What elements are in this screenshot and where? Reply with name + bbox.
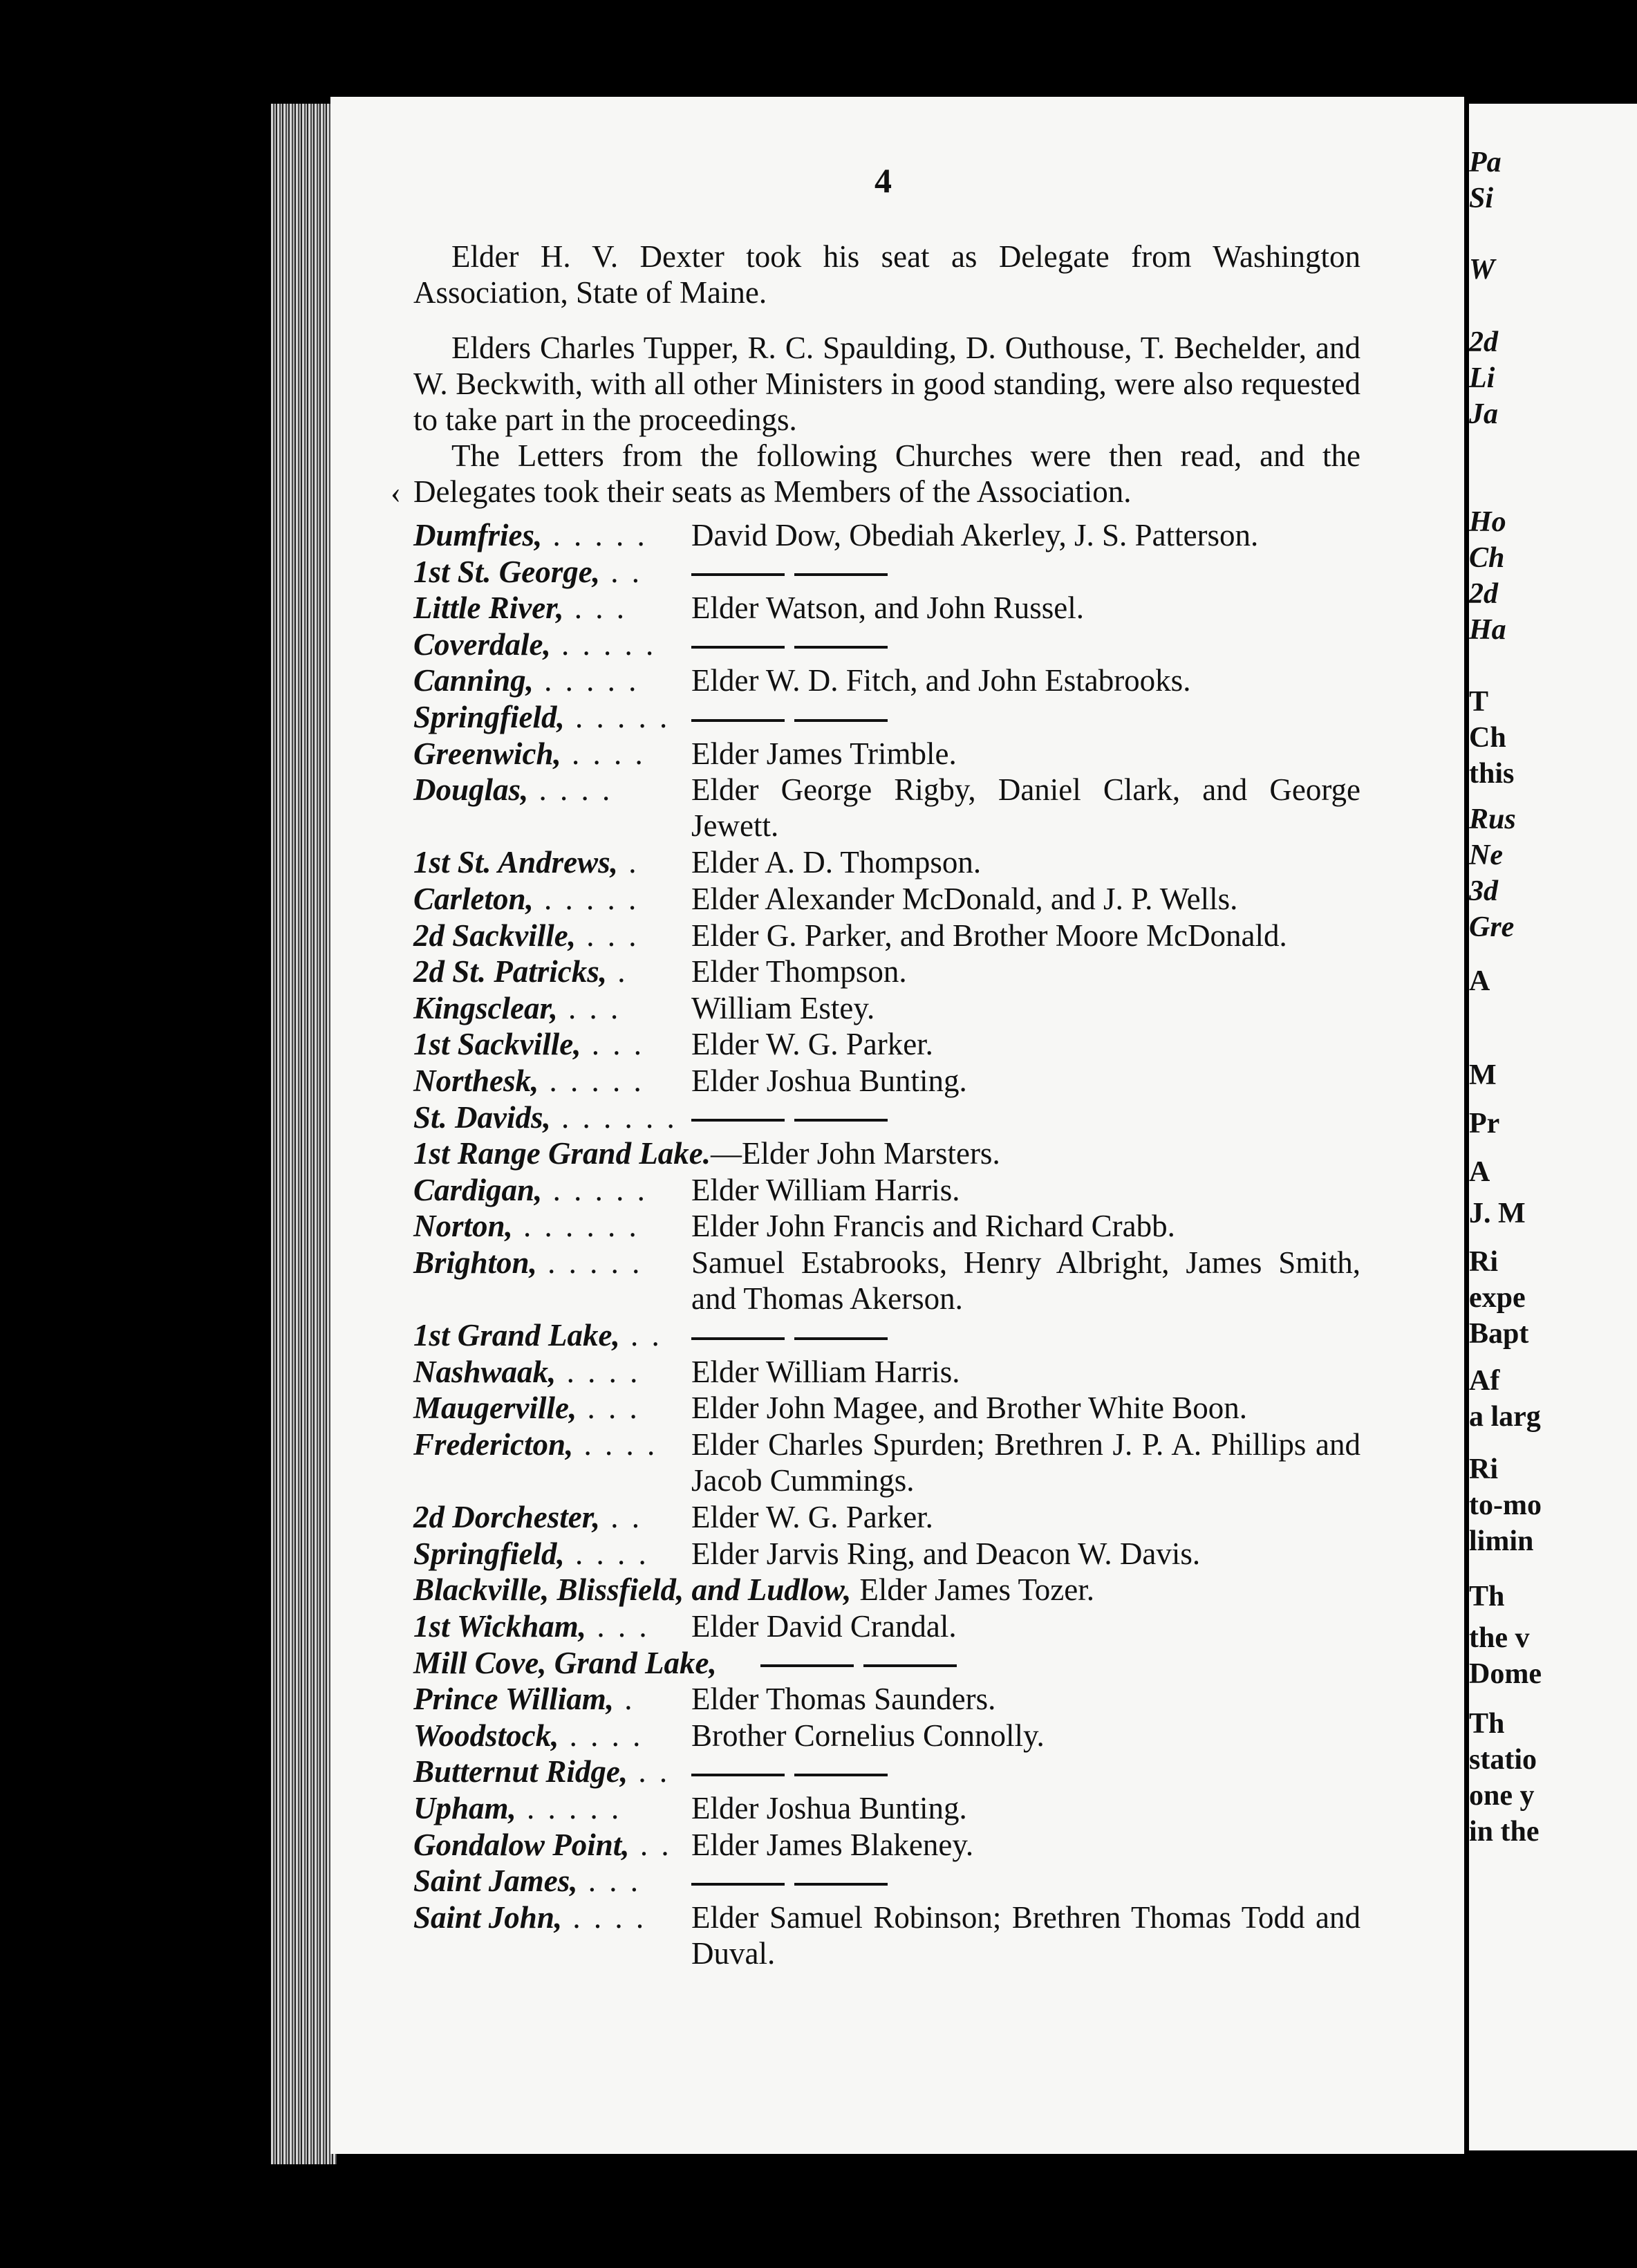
church-row [413,1172,1360,1208]
leader-dots: . . . [575,918,639,953]
right-page-fragment: limin [1469,1525,1534,1557]
delegates: Samuel Estabrooks, Henry Albright, James Smith, and Thomas Akerson. [691,1245,1360,1316]
church-name: Northesk, [413,1063,539,1098]
delegates: Elder William Harris. [691,1172,960,1207]
church-row [413,1572,1360,1608]
blank-rule [691,1337,785,1340]
church-row [413,517,1360,553]
right-page-fragment: in the [1469,1816,1540,1848]
leader-dots: . . . . . [542,1172,648,1207]
delegates: Elder John Magee, and Brother White Boon. [691,1391,1247,1426]
blank-rule [794,1774,888,1776]
delegates: William Estey. [691,990,875,1025]
right-page-fragment: T [1469,686,1489,718]
leader-dots: . . . . . . [512,1209,639,1244]
right-page-fragment: Ri [1469,1246,1498,1278]
blank-rule [794,646,888,649]
blank-rule [794,1119,888,1122]
church-name: 1st Wickham, [413,1609,587,1644]
leader-dots: . . . [586,1609,650,1644]
church-row [413,1645,1360,1681]
blank-rule [794,573,888,576]
church-row [413,1536,1360,1572]
church-row [413,1863,1360,1899]
blank-rule [691,719,785,722]
church-row [413,699,1360,735]
leader-dots: . . . . . . [550,1099,677,1135]
blank-rule [691,1119,785,1122]
right-page-fragment: M [1469,1059,1497,1091]
church-name: Woodstock, [413,1718,559,1753]
church-name: Kingsclear, [413,990,558,1025]
church-row [413,1499,1360,1535]
church-row [413,881,1360,917]
delegates: Elder Jarvis Ring, and Deacon W. Davis. [691,1536,1201,1571]
right-page-fragment: Pa [1469,147,1502,178]
church-name: Upham, [413,1791,516,1825]
right-page-fragment: Gre [1469,911,1515,943]
right-page-fragment: Li [1469,362,1495,394]
leader-dots: . . . . . [516,1791,622,1825]
letters-paragraph: The Letters from the following Churches were then read, and the Delegates took their seats as Members of the Association. [413,438,1360,509]
church-name: Greenwich, [413,736,561,771]
right-page-fragment: Rus [1469,803,1516,835]
church-name: Canning, [413,663,534,698]
delegates: Elder Samuel Robinson; Brethren Thomas Todd and Duval. [691,1899,1360,1971]
church-name: Carleton, [413,882,534,916]
leader-dots: . . . . . [533,663,639,698]
church-row [413,990,1360,1026]
blank-delegate-rules [691,554,897,590]
church-row [413,736,1360,772]
blank-rule [794,1337,888,1340]
church-name: Little River, [413,591,564,626]
right-page-fragment: expe [1469,1282,1526,1314]
church-name: Saint James, [413,1863,578,1899]
church-name: Cardigan, [413,1172,543,1207]
church-name: Dumfries, [413,518,543,552]
church-row [413,626,1360,662]
church-row [413,918,1360,954]
leader-dots: . . . . [562,1899,647,1935]
leader-dots: . . . [577,1863,642,1899]
right-page-fragment: A [1469,1156,1490,1188]
church-name: Springfield, [413,700,565,734]
delegates: Elder James Tozer. [859,1572,1094,1608]
church-row [413,1827,1360,1863]
right-page-fragment: Si [1469,183,1494,214]
church-name: Nashwaak, [413,1354,556,1389]
delegates: Brother Cornelius Connolly. [691,1718,1045,1753]
leader-dots: . . . . . [542,518,648,552]
right-page-fragment: Ch [1469,542,1505,574]
right-page-fragment: 2d [1469,578,1498,610]
church-name: 2d Sackville, [413,918,576,953]
leader-dots: . . [629,1827,672,1862]
leader-dots: . . [619,1318,662,1353]
blank-delegate-rules [760,1645,966,1681]
blank-rule [691,573,785,576]
church-row [413,1681,1360,1717]
blank-delegate-rules [691,1099,897,1135]
blank-delegate-rules [691,699,897,735]
leader-dots: . . . [577,1391,640,1426]
church-name: 1st Sackville, [413,1027,581,1062]
church-name: Prince William, [413,1682,615,1717]
delegates: —Elder John Marsters. [711,1136,1000,1171]
right-page-fragment: Pr [1469,1108,1500,1140]
church-name: Blackville, Blissfield, and Ludlow, [413,1572,852,1608]
right-page-fragment: Ch [1469,722,1506,754]
blank-delegate-rules [691,1317,897,1353]
church-name: St. Davids, [413,1099,551,1135]
delegates: Elder G. Parker, and Brother Moore McDonald. [691,918,1287,953]
right-page-fragment: Ha [1469,614,1506,646]
delegates: Elder Thompson. [691,954,907,989]
church-name: Gondalow Point, [413,1827,630,1862]
delegates: Elder Joshua Bunting. [691,1063,967,1098]
delegates: Elder W. G. Parker. [691,1027,933,1062]
church-row [413,1899,1360,1971]
book-page-edge [271,104,337,2164]
right-page [1469,104,1637,2150]
leader-dots: . [617,845,639,880]
blank-rule [691,1774,785,1776]
leader-dots: . . . . . [536,1245,643,1280]
church-row [413,1208,1360,1244]
church-row [413,1026,1360,1062]
church-row [413,1718,1360,1754]
right-page-fragment: to-mo [1469,1489,1542,1521]
delegates: Elder James Blakeney. [691,1827,974,1862]
leader-dots: . [614,1682,635,1717]
leader-dots: . . . . [556,1354,641,1389]
dexter-paragraph: Elder H. V. Dexter took his seat as Delegate from Washington Association, State of Maine. [413,239,1360,310]
delegates: Elder David Crandal. [691,1609,957,1644]
church-row [413,1135,1360,1171]
church-name: Mill Cove, Grand Lake, [413,1645,717,1680]
right-page-fragment: Af [1469,1365,1500,1397]
delegates: Elder George Rigby, Daniel Clark, and George Jewett. [691,772,1360,844]
leader-dots: . . . . [564,1536,649,1571]
blank-delegate-rules [691,1754,897,1790]
right-page-fragment: J. M [1469,1198,1526,1229]
leader-dots: . . [628,1754,671,1790]
delegates: Elder Watson, and John Russel. [691,591,1084,626]
church-name: 1st St. Andrews, [413,845,618,880]
church-row [413,554,1360,590]
right-page-fragment: 2d [1469,326,1498,358]
right-page-fragment: 3d [1469,875,1498,907]
right-page-fragment: statio [1469,1744,1537,1776]
church-row [413,954,1360,989]
leader-dots: . [607,954,628,989]
church-row [413,1245,1360,1316]
delegates: Elder W. G. Parker. [691,1500,933,1535]
leader-dots: . . . . . [539,1063,644,1098]
leader-dots: . . . . . [533,882,639,916]
right-page-fragment: Th [1469,1581,1505,1612]
delegates: Elder Joshua Bunting. [691,1791,967,1825]
church-name: 2d Dorchester, [413,1500,600,1535]
ministers-paragraph: Elders Charles Tupper, R. C. Spaulding, D. Outhouse, T. Bechelder, and W. Beckwith, with all other Ministers in good standing, were also requested to take part in the proceedings. [413,331,1360,437]
delegates: Elder James Trimble. [691,736,957,771]
delegates: Elder W. D. Fitch, and John Estabrooks. [691,663,1191,698]
leader-dots: . . . . [559,1718,644,1753]
leader-dots: . . [600,554,642,589]
leader-dots: . . . . [528,772,613,808]
church-row [413,1790,1360,1826]
church-name: 1st St. George, [413,554,600,589]
right-page-fragment: A [1469,965,1490,997]
church-row [413,1390,1360,1426]
leader-dots: . . [600,1500,642,1535]
right-page-fragment: this [1469,758,1515,790]
leader-dots: . . . . . [550,626,657,662]
church-name: Butternut Ridge, [413,1754,628,1790]
delegates: Elder Thomas Saunders. [691,1682,996,1717]
delegates: Elder William Harris. [691,1354,960,1389]
leader-dots: . . . [563,591,627,626]
church-name: Maugerville, [413,1391,577,1426]
church-name: Douglas, [413,772,529,808]
church-name: Brighton, [413,1245,537,1280]
right-page-fragment: Bapt [1469,1318,1529,1350]
church-name: Springfield, [413,1536,565,1571]
church-name: Norton, [413,1209,513,1244]
right-page-fragment: Ho [1469,506,1506,538]
church-row [413,844,1360,880]
delegates: Elder Alexander McDonald, and J. P. Wells. [691,882,1238,916]
right-page-fragment: W [1469,254,1495,286]
leader-dots: . . . . [561,736,646,771]
church-row [413,1608,1360,1644]
right-page-fragment: Ja [1469,398,1498,430]
leader-dots: . . . [557,990,621,1025]
right-page-fragment: Dome [1469,1658,1542,1690]
right-page-fragment: Th [1469,1708,1505,1740]
church-name: 1st Grand Lake, [413,1318,620,1353]
church-row [413,1099,1360,1135]
leader-dots: . . . [581,1027,644,1062]
church-row [413,662,1360,698]
church-name: Coverdale, [413,626,551,662]
right-page-fragment: Ri [1469,1453,1498,1485]
page-number: 4 [874,161,892,200]
church-name: Fredericton, [413,1427,574,1462]
church-row [413,772,1360,844]
blank-rule [760,1664,854,1667]
blank-rule [863,1664,957,1667]
church-name: Saint John, [413,1899,563,1935]
delegates: Elder A. D. Thompson. [691,845,982,880]
church-row [413,590,1360,626]
blank-rule [794,1883,888,1886]
leader-dots: . . . . . [564,700,671,734]
right-page-fragment: a larg [1469,1401,1541,1433]
blank-rule [691,1883,785,1886]
right-page-fragment: one y [1469,1780,1535,1812]
margin-mark: ‹ [391,475,401,510]
blank-rule [691,646,785,649]
blank-delegate-rules [691,1863,897,1899]
church-row [413,1354,1360,1390]
church-name: 2d St. Patricks, [413,954,608,989]
delegates: David Dow, Obediah Akerley, J. S. Patterson. [691,518,1259,552]
church-row [413,1063,1360,1099]
church-row [413,1317,1360,1353]
church-row [413,1426,1360,1498]
church-name: 1st Range Grand Lake. [413,1136,711,1171]
leader-dots: . . . . [573,1427,658,1462]
delegates: Elder Charles Spurden; Brethren J. P. A. Phillips and Jacob Cummings. [691,1427,1360,1498]
church-row [413,1754,1360,1790]
right-page-fragment: the v [1469,1622,1530,1654]
blank-delegate-rules [691,626,897,662]
delegates: Elder John Francis and Richard Crabb. [691,1209,1175,1244]
blank-rule [794,719,888,722]
right-page-fragment: Ne [1469,839,1503,871]
